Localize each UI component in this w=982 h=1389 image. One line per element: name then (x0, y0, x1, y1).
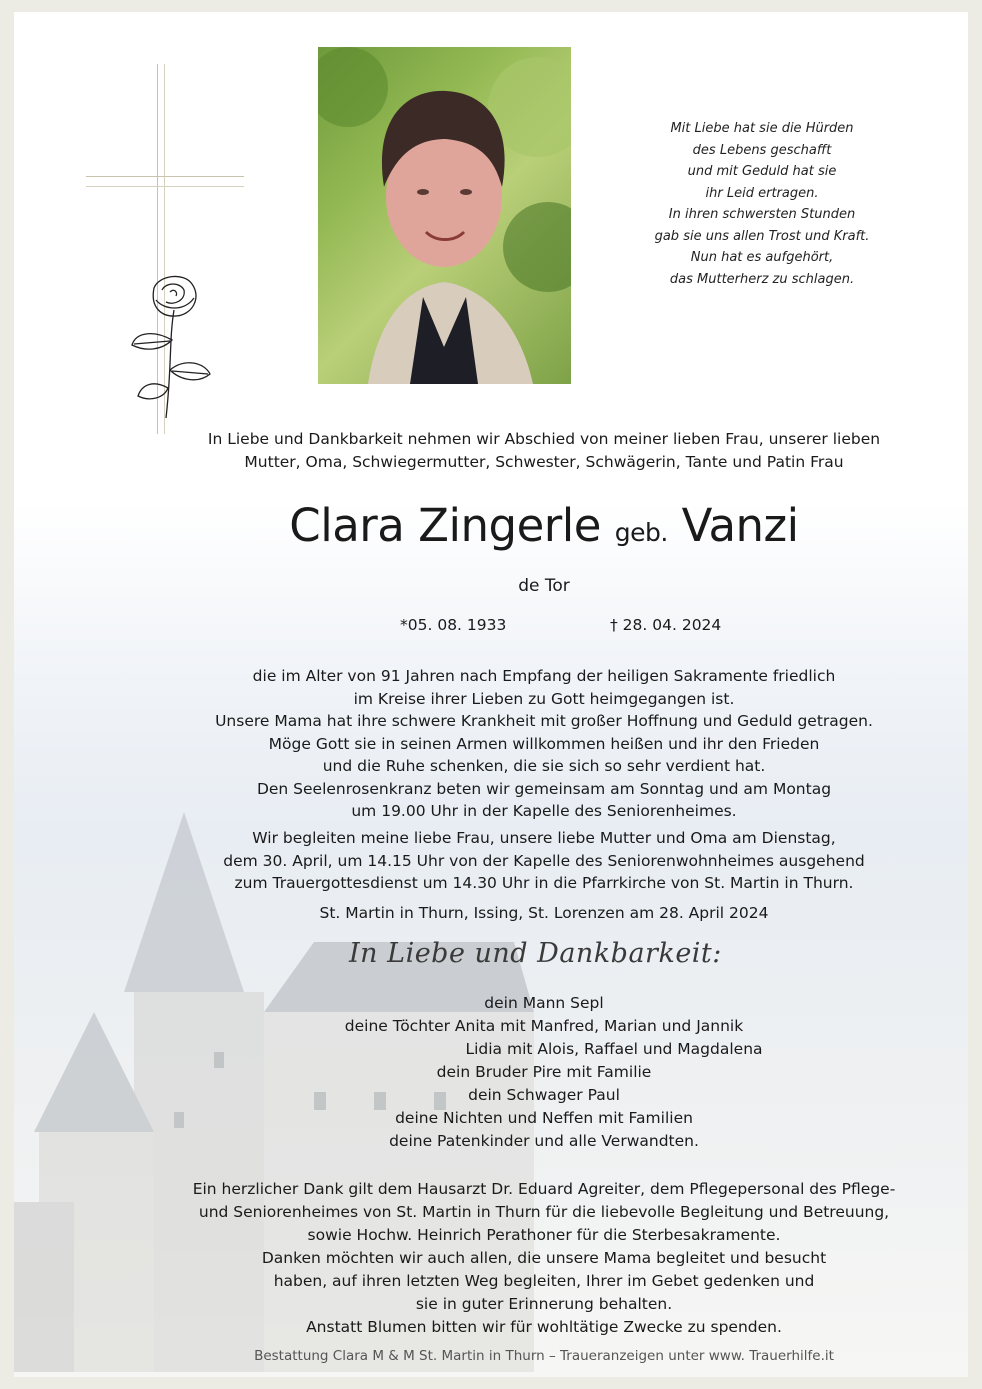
thanks-line: Ein herzlicher Dank gilt dem Hausarzt Dr. Eduard Agreiter, dem Pflegepersonal des Pflege- (192, 1180, 896, 1198)
thanks-line: sowie Hochw. Heinrich Perathoner für die Sterbesakramente. (307, 1226, 781, 1244)
body-line: Wir begleiten meine liebe Frau, unsere liebe Mutter und Oma am Dienstag, (252, 829, 836, 847)
cross-horizontal-line (86, 176, 244, 177)
name-maiden: Vanzi (681, 499, 799, 552)
thanks-line: Danken möchten wir auch allen, die unsere Mama begleitet und besucht (261, 1249, 827, 1267)
family-line: dein Bruder Pire mit Familie (436, 1063, 652, 1081)
poem-line: das Mutterherz zu schlagen. (669, 271, 855, 287)
body-line: die im Alter von 91 Jahren nach Empfang der heiligen Sakramente friedlich (252, 667, 836, 685)
portrait-photo (318, 47, 571, 384)
intro-line: Mutter, Oma, Schwiegermutter, Schwester, Schwägerin, Tante und Patin Frau (244, 453, 844, 471)
poem-line: Mit Liebe hat sie die Hürden (670, 121, 854, 136)
body-line: Unsere Mama hat ihre schwere Krankheit mit großer Hoffnung und Geduld getragen. (215, 712, 873, 730)
intro-line: In Liebe und Dankbarkeit nehmen wir Abschied von meiner lieben Frau, unserer lieben (207, 430, 881, 448)
thanks-line: und Seniorenheimes von St. Martin in Thurn für die liebevolle Begleitung und Betreuung, (198, 1203, 890, 1221)
name-first: Clara Zingerle (289, 499, 601, 552)
poem (612, 118, 912, 290)
thanks-paragraph (164, 1178, 924, 1339)
poem-line: gab sie uns allen Trost und Kraft. (654, 228, 870, 244)
nickname: de Tor (518, 576, 570, 596)
poem-line: ihr Leid ertragen. (705, 185, 819, 201)
body-line: zum Trauergottesdienst um 14.30 Uhr in die Pfarrkirche von St. Martin in Thurn. (234, 874, 854, 892)
family-line: dein Schwager Paul (468, 1086, 620, 1104)
body-line: im Kreise ihrer Lieben zu Gott heimgegangen ist. (353, 689, 735, 708)
poem-line: des Lebens geschafft (692, 142, 832, 158)
poem-line: und mit Geduld hat sie (687, 164, 837, 179)
rose-icon (114, 270, 224, 420)
intro-text (164, 428, 924, 474)
death-date: † 28. 04. 2024 (610, 616, 722, 634)
body-line: und die Ruhe schenken, die sie sich so sehr verdient hat. (322, 757, 766, 775)
script-heading: In Liebe und Dankbarkeit: (349, 938, 722, 969)
body-line: dem 30. April, um 14.15 Uhr von der Kapelle des Seniorenwohnheimes ausgehend (223, 851, 865, 870)
birth-date: *05. 08. 1933 (400, 616, 507, 634)
funeral-paragraph (164, 827, 924, 895)
thanks-line: Anstatt Blumen bitten wir für wohltätige Zwecke zu spenden. (306, 1318, 782, 1336)
family-line: Lidia mit Alois, Raffael und Magdalena (465, 1040, 763, 1058)
deceased-name (164, 498, 924, 561)
family-list (164, 992, 924, 1153)
name-geb: geb. (614, 518, 668, 547)
family-line: dein Mann Sepl (484, 994, 604, 1012)
body-line: Den Seelenrosenkranz beten wir gemeinsam am Sonntag und am Montag (256, 779, 832, 798)
thanks-line: haben, auf ihren letzten Weg begleiten, Ihrer im Gebet gedenken und (273, 1272, 815, 1290)
obituary-page (14, 12, 968, 1377)
footer-credit: Bestattung Clara M & M St. Martin in Thurn – Traueranzeigen unter www. Trauerhilfe.it (254, 1348, 834, 1364)
family-line: deine Töchter Anita mit Manfred, Marian und Jannik (344, 1017, 744, 1035)
announcement-paragraph (164, 665, 924, 823)
family-line: deine Patenkinder und alle Verwandten. (389, 1132, 699, 1150)
poem-line: In ihren schwersten Stunden (668, 207, 856, 222)
cross-horizontal-line (86, 186, 244, 187)
family-line: deine Nichten und Neffen mit Familien (395, 1109, 693, 1127)
body-line: um 19.00 Uhr in der Kapelle des Seniorenheimes. (351, 802, 737, 820)
poem-line: Nun hat es aufgehört, (690, 250, 834, 265)
body-line: Möge Gott sie in seinen Armen willkommen heißen und ihr den Frieden (268, 734, 820, 753)
thanks-line: sie in guter Erinnerung behalten. (415, 1295, 673, 1313)
place-date: St. Martin in Thurn, Issing, St. Lorenzen am 28. April 2024 (319, 904, 769, 922)
